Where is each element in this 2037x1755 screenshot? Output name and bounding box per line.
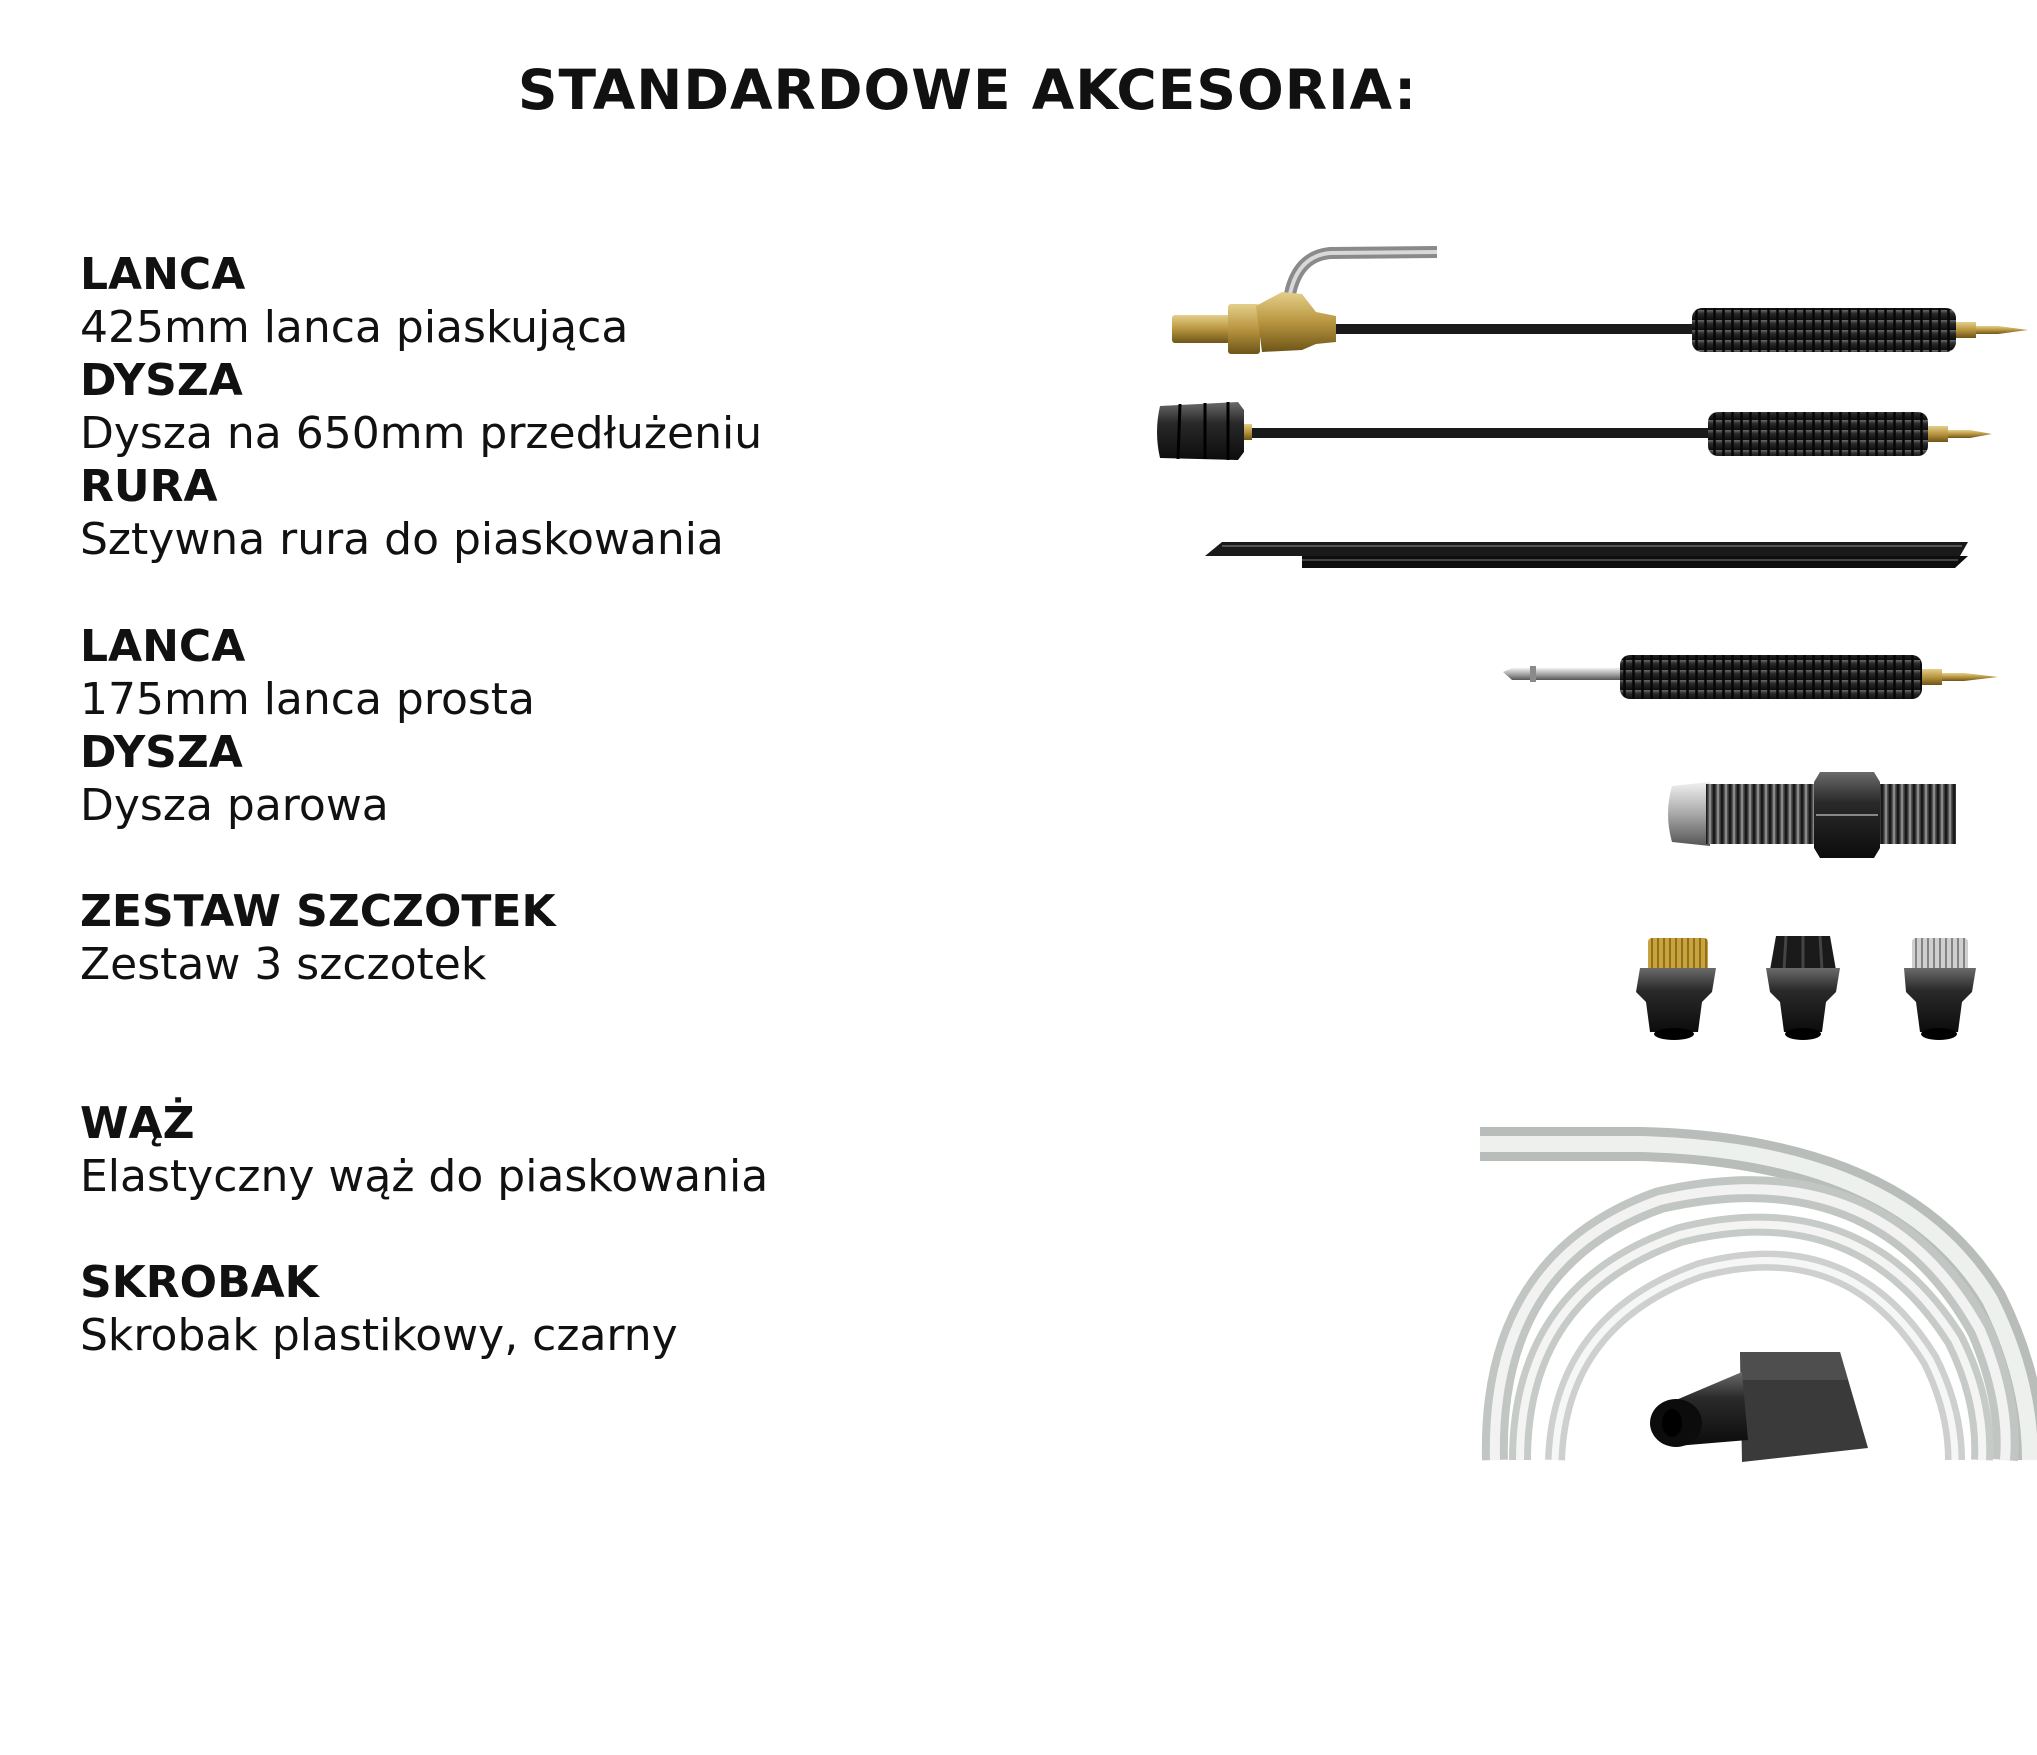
rigid-pipe-icon [1205, 542, 1968, 568]
item-description-szczotki: Zestaw 3 szczotek [80, 939, 487, 990]
nylon-brush-icon [1766, 936, 1840, 1040]
extension-nozzle-icon [1157, 402, 1992, 460]
item-description-waz: Elastyczny wąż do piaskowania [80, 1151, 769, 1202]
steel-brush-icon [1904, 938, 1976, 1040]
item-description-dysza-650: Dysza na 650mm przedłużeniu [80, 408, 763, 459]
item-heading-szczotki: ZESTAW SZCZOTEK [80, 886, 556, 937]
item-description-lanca-175: 175mm lanca prosta [80, 674, 536, 725]
item-heading-dysza-650: DYSZA [80, 355, 243, 406]
brush-set-icon [1636, 936, 1976, 1040]
item-description-skrobak: Skrobak plastikowy, czarny [80, 1310, 678, 1361]
item-heading-dysza-parowa: DYSZA [80, 727, 243, 778]
item-description-lanca-425: 425mm lanca piaskująca [80, 302, 629, 353]
sandblasting-lance-icon [1172, 252, 2028, 354]
straight-lance-icon [1503, 655, 1998, 699]
item-heading-rura: RURA [80, 461, 218, 512]
item-heading-lanca-425: LANCA [80, 249, 246, 300]
item-heading-skrobak: SKROBAK [80, 1257, 319, 1308]
steam-nozzle-icon [1668, 772, 1956, 858]
page-title: STANDARDOWE AKCESORIA: [517, 58, 1418, 122]
item-description-dysza-parowa: Dysza parowa [80, 780, 389, 831]
item-heading-lanca-175: LANCA [80, 621, 246, 672]
item-description-rura: Sztywna rura do piaskowania [80, 514, 724, 565]
brass-brush-icon [1636, 938, 1716, 1040]
plastic-scraper-icon [1650, 1352, 1868, 1462]
item-heading-waz: WĄŻ [80, 1098, 195, 1149]
